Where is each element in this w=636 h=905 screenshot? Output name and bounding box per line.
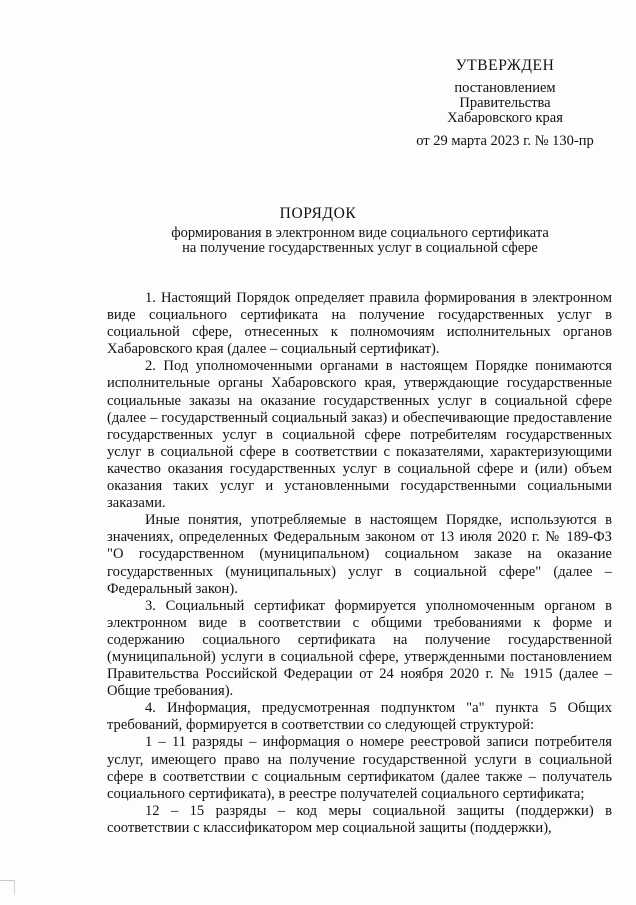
subtitle-line-1: формирования в электронном виде социального сертификата bbox=[171, 225, 549, 241]
document-subtitle bbox=[150, 226, 570, 256]
paragraph-2: 2. Под уполномоченными органами в настоящем Порядке понимаются исполнительные органы Хабаровского края, утверждающие государственные социальные заказы на оказание государственных услуг в социальной сфере (далее – государственный социальный заказ) и обеспечивающие предоставление государственных услуг в социальной сфере потребителям государственных услуг в социальной сфере в соответствии с показателями, характеризующими качество оказания государственных услуг в социальной сфере и (или) объем оказания таких услуг и установленными государственными социальными заказами. bbox=[107, 358, 612, 512]
paragraph-3: Иные понятия, употребляемые в настоящем Порядке, используются в значениях, определенных Федеральным законом от 13 июля 2020 г. № 189-ФЗ "О государственном (муниципальном) социальном заказе на оказание государственных (муниципальных) услуг в социальной сфере" (далее – Федеральный закон). bbox=[107, 512, 612, 597]
subtitle-line-2: на получение государственных услуг в социальной сфере bbox=[182, 240, 538, 256]
approval-line-2: Правительства bbox=[459, 95, 551, 111]
document-title: ПОРЯДОК bbox=[279, 205, 357, 222]
document-body bbox=[107, 290, 612, 837]
approval-heading: УТВЕРЖДЕН bbox=[455, 57, 555, 74]
paragraph-7: 12 – 15 разряды – код меры социальной защиты (поддержки) в соответствии с классификатором мер социальной защиты (поддержки), bbox=[107, 802, 612, 836]
paragraph-1: 1. Настоящий Порядок определяет правила формирования в электронном виде социального сертификата на получение государственных услуг в социальной сфере, отнесенных к полномочиям исполнительных органов Хабаровского края (далее – социальный сертификат). bbox=[107, 290, 612, 358]
approval-line-3: Хабаровского края bbox=[447, 110, 563, 126]
paragraph-5: 4. Информация, предусмотренная подпунктом "а" пункта 5 Общих требований, формируется в соответствии со следующей структурой: bbox=[107, 700, 612, 734]
approval-stamp-block bbox=[405, 58, 605, 149]
paragraph-4: 3. Социальный сертификат формируется уполномоченным органом в электронном виде в соответствии с общими требованиями к форме и содержанию социального сертификата на получение государственной (муниципальной) услуги в социальной сфере, утвержденными постановлением Правительства Российской Федерации от 24 ноября 2020 г. № 1915 (далее – Общие требования). bbox=[107, 597, 612, 700]
approval-date: от 29 марта 2023 г. № 130-пр bbox=[416, 133, 594, 149]
paragraph-6: 1 – 11 разряды – информация о номере реестровой записи потребителя услуг, имеющего право на получение государственной услуги в социальной сфере в соответствии с социальным сертификатом (далее также – получатель социального сертификата), в реестре получателей социального сертификата; bbox=[107, 734, 612, 802]
scan-corner-mark bbox=[0, 880, 15, 895]
approval-line-1: постановлением bbox=[454, 80, 556, 96]
